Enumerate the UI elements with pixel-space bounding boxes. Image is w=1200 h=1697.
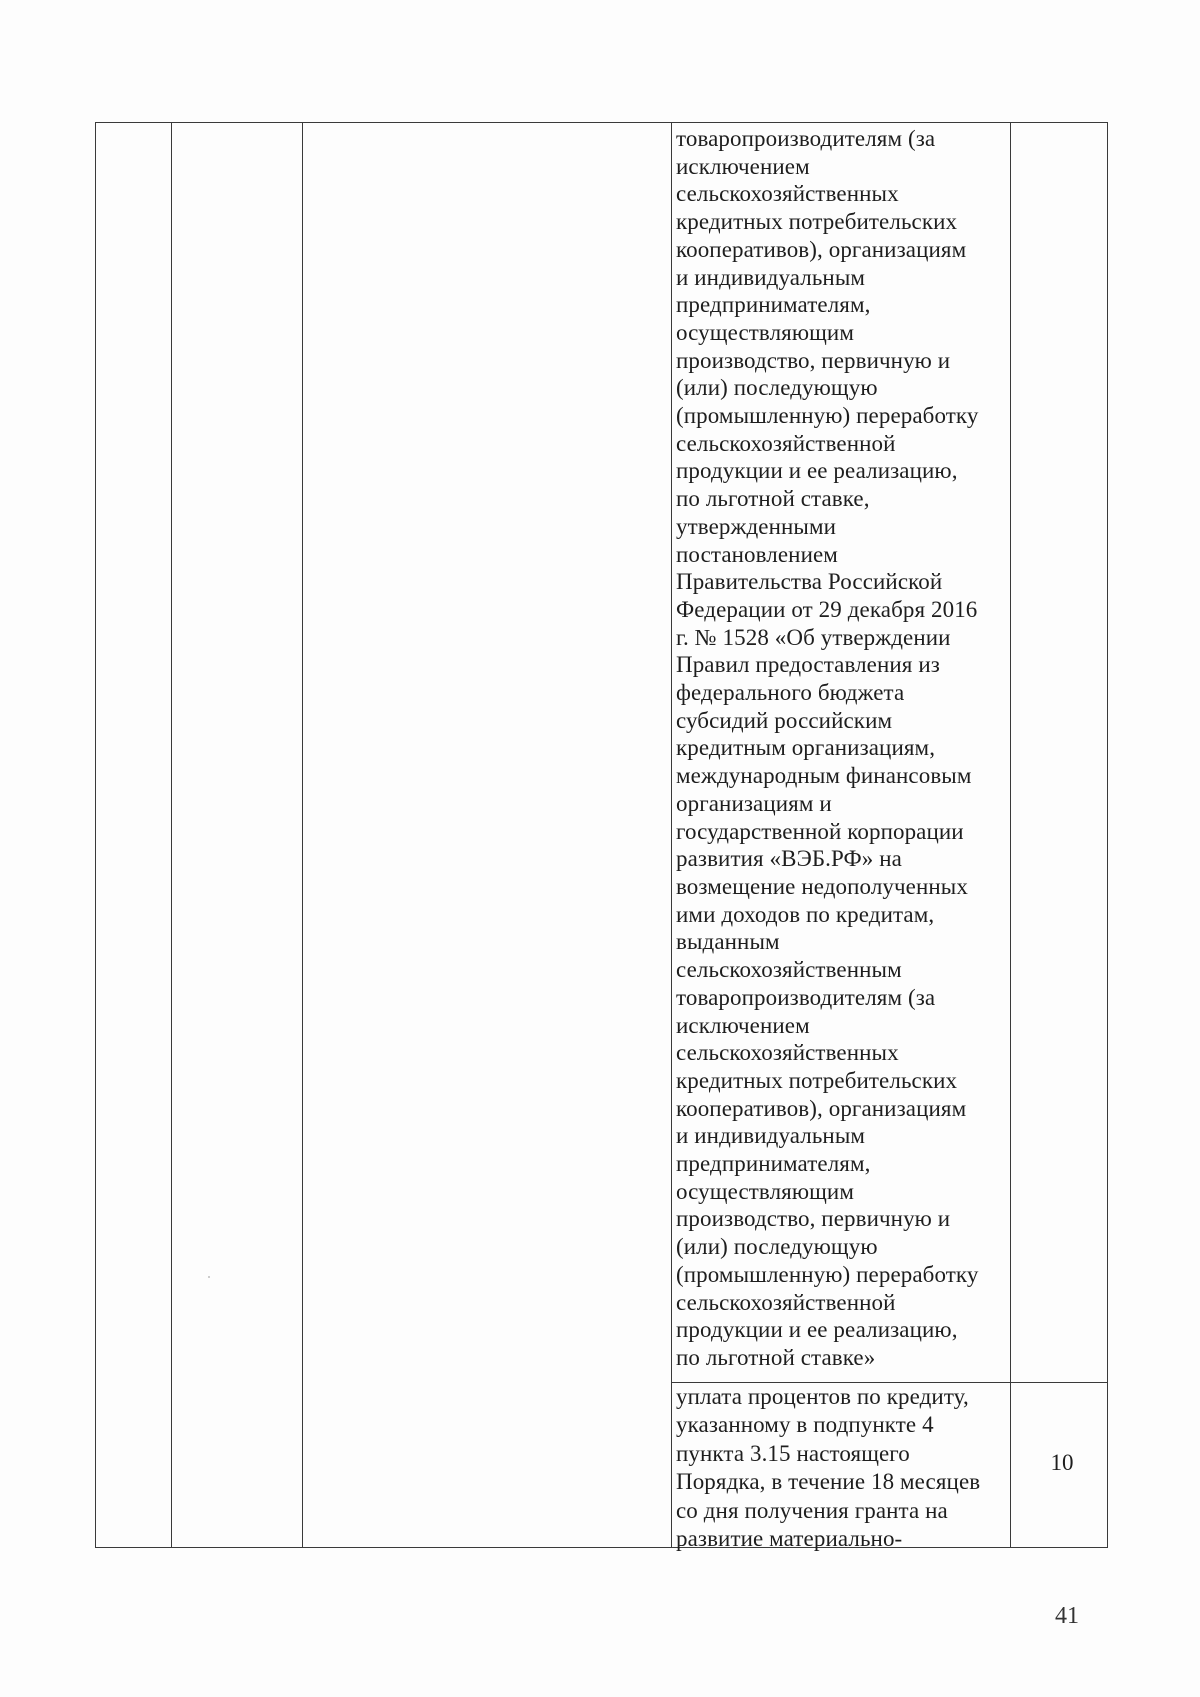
table-row-2-score: 10 xyxy=(1050,1450,1074,1475)
table-row-1-description: товаропроизводителям (за исключением сельскохозяйственных кредитных потребительских кооперативов), организациям и индивидуальным предпринимателям, осуществляющим производство, первичную и (или) последующую (промышленную) переработку сельскохозяйственной продукции и ее реализацию, по льготной ставке, утвержденными постановлением Правительства Российской Федерации от 29 декабря 2016 г. № 1528 «Об утверждении Правил предоставления из федерального бюджета субсидий российским кредитным организациям, международным финансовым организациям и государственной корпорации развития «ВЭБ.РФ» на возмещение недополученных ими доходов по кредитам, выданным сельскохозяйственным товаропроизводителям (за исключением сельскохозяйственных кредитных потребительских кооперативов), организациям и индивидуальным предпринимателям, осуществляющим производство, первичную и (или) последующую (промышленную) переработку сельскохозяйственной продукции и ее реализацию, по льготной ставке» xyxy=(676,126,979,1370)
column-divider-1 xyxy=(171,122,172,1548)
column-divider-2 xyxy=(302,122,303,1548)
scan-speck xyxy=(208,1276,210,1278)
column-divider-3 xyxy=(671,122,672,1548)
page-number: 41 xyxy=(1055,1603,1079,1629)
table-row-2-description: уплата процентов по кредиту, указанному в подпункте 4 пункта 3.15 настоящего Порядка, в течение 18 месяцев со дня получения гранта на развитие материально- xyxy=(676,1384,981,1552)
column-divider-4 xyxy=(1010,122,1011,1548)
